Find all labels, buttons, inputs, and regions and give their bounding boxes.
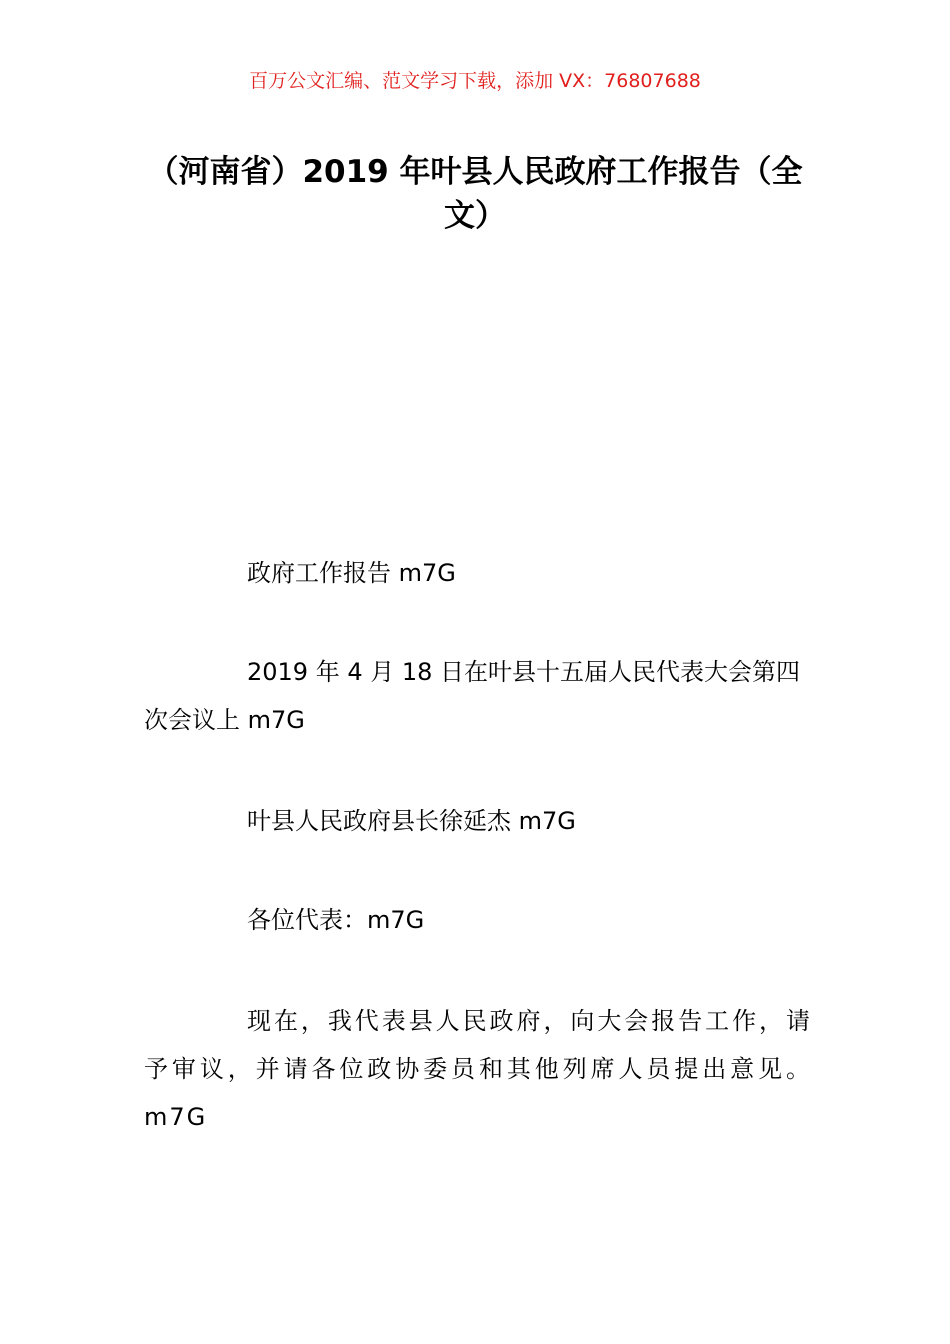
paragraph-opening: [144, 997, 812, 1141]
paragraph-opening-text: 现在，我代表县人民政府，向大会报告工作，请予审议，并请各位政协委员和其他列席人员提出意见。m7G: [144, 1007, 812, 1131]
paragraph-report-label: 政府工作报告 m7G: [247, 559, 456, 587]
paragraph-salutation: 各位代表：m7G: [247, 906, 425, 934]
paragraph-meeting-date: 2019 年 4 月 18 日在叶县十五届人民代表大会第四次会议上 m7G: [144, 658, 801, 734]
paragraph-speaker: 叶县人民政府县长徐延杰 m7G: [247, 807, 576, 835]
document-title: （河南省）2019 年叶县人民政府工作报告（全文）: [147, 154, 803, 234]
header-watermark-note: 百万公文汇编、范文学习下载，添加 VX：76807688: [249, 70, 701, 92]
